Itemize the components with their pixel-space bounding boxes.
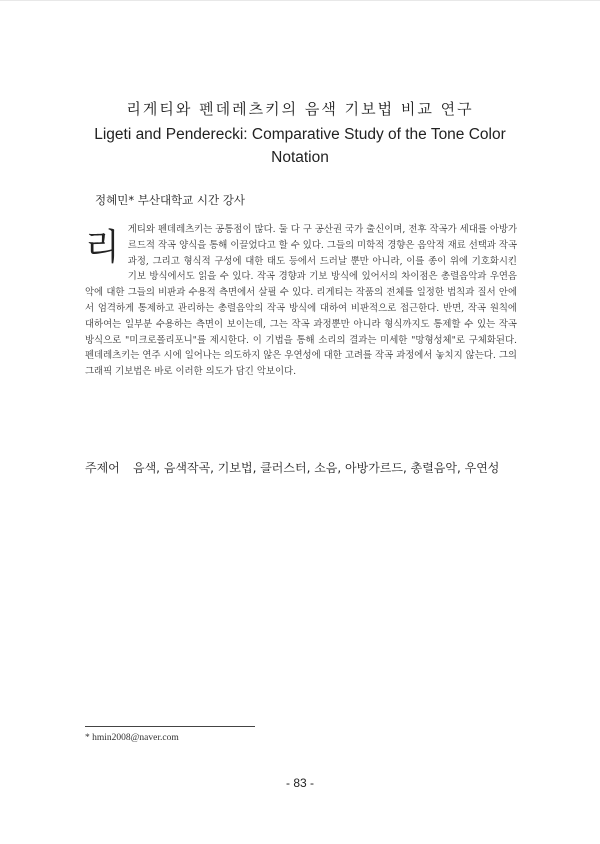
abstract [85, 222, 517, 380]
page-edge [0, 0, 600, 1]
footnote-divider [85, 726, 255, 727]
paper-title-korean: 리게티와 펜데레츠키의 음색 기보법 비교 연구 [126, 100, 474, 118]
page-number: - 83 - [285, 776, 314, 790]
author-line: 정혜민* 부산대학교 시간 강사 [95, 193, 246, 207]
abstract-body: 게티와 펜데레츠키는 공통점이 많다. 둘 다 구 공산권 국가 출신이며, 전후 작곡가 세대를 아방가르드적 작곡 양식을 통해 이끌었다고 할 수 있다. 그들의 미학적 경향은 음악적 재료 선택과 작곡 과정, 그리고 형식적 구성에 대한 태도 등에서 드러날 뿐만 아니라, 이를 종이 위에 기호화시킨 기보 방식에서도 읽을 수 있다. 작곡 경향과 기보 방식에 있어서의 차이점은 총렬음악과 우연음악에 대한 그들의 비판과 수용적 측면에서 살필 수 있다. 리게티는 작품의 전체를 일정한 법칙과 질서 안에서 엄격하게 통제하고 관리하는 총렬음악의 작곡 방식에 대하여 비판적으로 접근한다. 반면, 작곡 원칙에 대하여는 일부분 수용하는 측면이 보이는데, 그는 작곡 과정뿐만 아니라 형식까지도 통제할 수 있는 작곡 방식으로 "미크로폴리포니"를 제시한다. 이 기법을 통해 소리의 결과는 미세한 "망형성체"로 구체화된다. 펜데레츠키는 연주 시에 일어나는 의도하지 않은 우연성에 대한 고려를 작곡 과정에서 놓치지 않는다. 그의 그래픽 기보법은 바로 이러한 의도가 담긴 악보이다. [85, 224, 517, 378]
keywords-list: 음색, 음색작곡, 기보법, 클러스터, 소음, 아방가르드, 총렬음악, 우연성 [133, 461, 500, 475]
abstract-dropcap: 리 [85, 227, 120, 268]
keywords-label: 주제어 [85, 461, 120, 475]
paper-title-english: Ligeti and Penderecki: Comparative Study of the Tone Color Notation [94, 126, 506, 166]
footnote-email: * hmin2008@naver.com [85, 733, 179, 743]
keywords-block [85, 458, 525, 478]
